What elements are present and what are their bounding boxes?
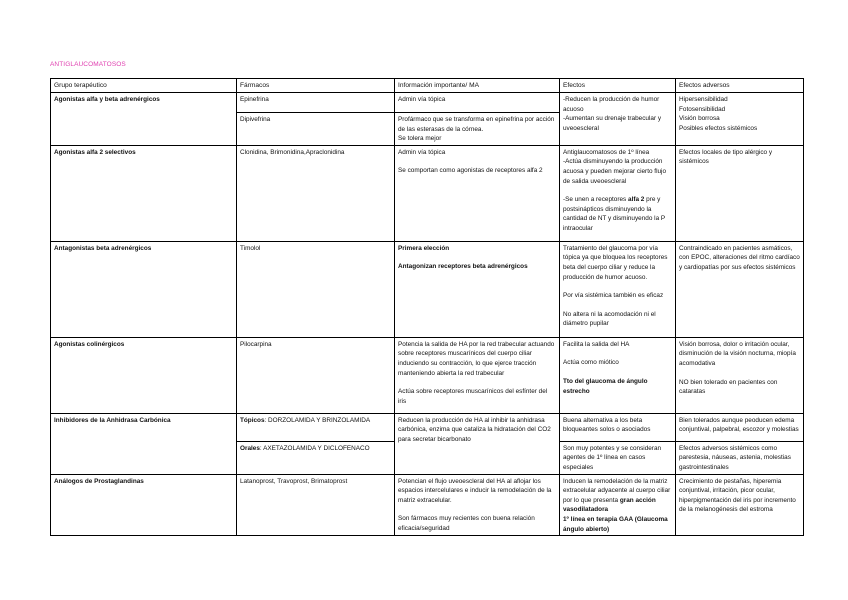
adverse-cell: [676, 337, 804, 413]
adverse-cell: Bien tolerados aunque peoducen edema conjuntival, palpebral, escozor y molestias: [676, 413, 804, 441]
header-cell: Grupo terapéutico: [51, 79, 237, 93]
table-row: [51, 241, 804, 337]
group-cell: Agonistas alfa y beta adrenérgicos: [51, 93, 237, 146]
adverse-text: Visión borrosa: [679, 115, 720, 123]
effects-cell: [560, 337, 676, 413]
info-text: Potencian el flujo uveoescleral del HA al aflojar los espacios intercelulares e inducir la remodelación de la matriz extracelular.: [398, 477, 552, 504]
info-cell: [395, 337, 560, 413]
info-cell: [395, 474, 560, 536]
effects-cell: [560, 474, 676, 536]
effects-text: Tto del glaucoma de ángulo estrecho: [563, 377, 648, 395]
adverse-text: Hipersensibilidad: [679, 96, 728, 103]
header-cell: Efectos adversos: [676, 79, 804, 93]
header-cell: Efectos: [560, 79, 676, 93]
effects-text-part: pre y postsinápticos disminuyendo la cantidad de NT y disminuyendo la P intraocular: [563, 196, 666, 232]
drug-cell: Latanoprost, Travoprost, Brimatoprost: [237, 474, 395, 536]
effects-text: Facilita la salida del HA: [563, 340, 630, 348]
effects-text: Por vía sistémica también es eficaz: [563, 292, 664, 300]
group-cell: Antagonistas beta adrenérgicos: [51, 241, 237, 337]
info-cell: Reducen la producción de HA al inhibir la anhidrasa carbónica, enzima que cataliza la hidratación del CO2 para secretar bicarbonato: [395, 413, 560, 474]
drug-cell: Pilocarpina: [237, 337, 395, 413]
adverse-cell: [676, 93, 804, 146]
adverse-cell: Efectos locales de tipo alérgico y sistémicos: [676, 145, 804, 241]
info-text: Profármaco que se transforma en epinefrina por acción de las esterasas de la córnea.: [398, 116, 555, 133]
effects-text: -Actúa disminuyendo la producción acuosa y pueden mejorar cierto flujo de salida uveoescleral: [563, 158, 667, 185]
adverse-text: Visión borrosa, dolor o irritación ocular, disminución de la visión nocturna, miopía acomodativa: [679, 340, 796, 367]
effects-text: [563, 477, 672, 515]
document-title: ANTIGLAUCOMATOSOS: [50, 61, 126, 68]
effects-cell: Son muy potentes y se consideran agentes de 1º línea en casos especiales: [560, 441, 676, 474]
effects-text: Tratamiento del glaucoma por vía tópica ya que bloquea los receptores beta del cuerpo ciliar y reduce la producción de humor acuoso.: [563, 244, 668, 281]
drug-cell: Epinefrina: [237, 93, 395, 113]
effects-text-part: -Se unen a receptores: [563, 196, 629, 204]
group-cell: Agonistas colinérgicos: [51, 337, 237, 413]
drug-cell: Timolol: [237, 241, 395, 337]
info-text: Se tolera mejor: [398, 135, 442, 143]
effects-text: 1º línea en terapia GAA (Glaucoma ángulo abierto): [563, 515, 668, 533]
effects-text-bold: gran acción vasodilatadora: [563, 496, 656, 514]
group-cell: Análogos de Prostaglandinas: [51, 474, 237, 536]
drug-cell: [237, 441, 395, 474]
adverse-cell: Contraindicado en pacientes asmáticos, con EPOC, alteraciones del ritmo cardíaco y cardiopatías por sus efectos sistémicos: [676, 241, 804, 337]
effects-cell: [560, 93, 676, 146]
table-row: [51, 474, 804, 536]
effects-text-part: Inducen la remodelación de la matriz extracelular adyacente al cuerpo ciliar por lo que presenta: [563, 477, 671, 504]
table-row: [51, 413, 804, 441]
info-text: Actúa sobre receptores muscarínicos del esfínter del iris: [398, 388, 548, 405]
drug-table: [50, 78, 804, 536]
table-row: [51, 145, 804, 241]
info-cell: [395, 113, 560, 146]
table-row: [51, 337, 804, 413]
effects-cell: [560, 241, 676, 337]
effects-text: Actúa como miótico: [563, 359, 619, 367]
adverse-text: Fotosensibilidad: [679, 105, 726, 113]
effects-cell: [560, 145, 676, 241]
info-text: Son fármacos muy recientes con buena relación eficacia/seguridad: [398, 515, 535, 532]
group-cell: Inhibidores de la Anhidrasa Carbónica: [51, 413, 237, 474]
table-header-row: [51, 79, 804, 93]
drug-cell: Dipivefrina: [237, 113, 395, 146]
info-text: Antagonizan receptores beta adrenérgicos: [398, 263, 528, 271]
header-cell: Fármacos: [237, 79, 395, 93]
effects-text: No altera ni la acomodación ni el diámetro pupilar: [563, 310, 656, 328]
effects-text-bold: alfa 2: [628, 196, 645, 204]
drug-cell: Clonidina, Brimonidina,Apraclonidina: [237, 145, 395, 241]
adverse-cell: Crecimiento de pestañas, hiperemia conjuntival, irritación, picor ocular, hiperpigmentación del iris por incremento de la melanogénesis del estroma: [676, 474, 804, 536]
effects-text: -Reducen la producción de humor acuoso: [563, 96, 660, 113]
info-text: Potencia la salida de HA por la red trabecular actuando sobre receptores muscarínicos del cuerpo ciliar induciendo su contracción, lo que ejerce tracción manteniendo abierta la red trabecular: [398, 340, 555, 377]
drug-route-label: Tópicos: [240, 416, 265, 424]
header-cell: Información importante/ MA: [395, 79, 560, 93]
drug-names: : DORZOLAMIDA Y BRINZOLAMIDA: [264, 416, 371, 424]
info-text: Se comportan como agonistas de receptores alfa 2: [398, 167, 543, 175]
info-text: Admin vía tópica: [398, 148, 446, 156]
drug-names: : AXETAZOLAMIDA Y DICLOFENACO: [259, 444, 370, 452]
adverse-cell: Efectos adversos sistémicos como parestesia, náuseas, astenia, molestias gastrointestinales: [676, 441, 804, 474]
effects-text: Antiglaucomatosos de 1º línea: [563, 148, 650, 156]
adverse-text: NO bien tolerado en pacientes con cataratas: [679, 378, 778, 396]
effects-cell: Buena alternativa a los beta bloqueantes solos o asociados: [560, 413, 676, 441]
drug-route-label: Orales: [240, 444, 260, 452]
info-cell: [395, 241, 560, 337]
info-text: Primera elección: [398, 244, 450, 252]
info-cell: Admin vía tópica: [395, 93, 560, 113]
adverse-text: Posibles efectos sistémicos: [679, 124, 758, 132]
table-row: [51, 93, 804, 113]
info-cell: [395, 145, 560, 241]
drug-cell: [237, 413, 395, 441]
effects-text: [563, 195, 672, 233]
effects-text: -Aumentan su drenaje trabecular y uveoescleral: [563, 115, 662, 132]
group-cell: Agonistas alfa 2 selectivos: [51, 145, 237, 241]
